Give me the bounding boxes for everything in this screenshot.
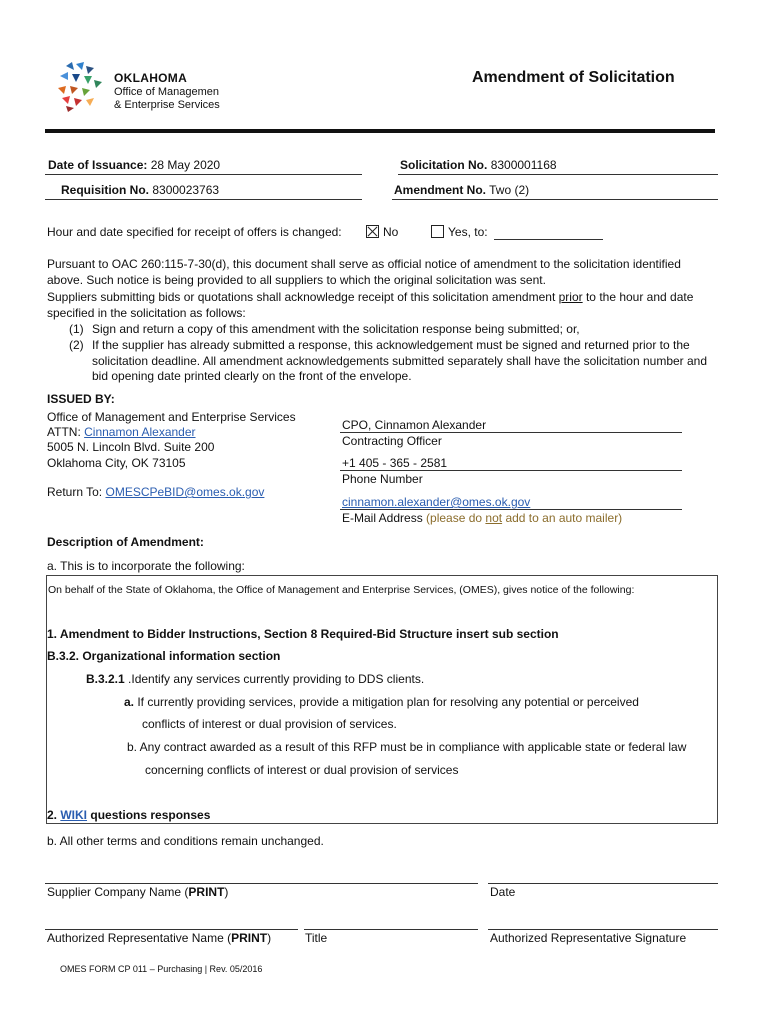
date-label: Date bbox=[490, 885, 516, 899]
subitem-a: a. If currently providing services, provide a mitigation plan for resolving any potential or perceived bbox=[124, 695, 639, 709]
return-email-link[interactable]: OMESCPeBID@omes.ok.gov bbox=[105, 485, 265, 499]
return-to-line: Return To: OMESCPeBID@omes.ok.gov bbox=[47, 485, 265, 499]
oklahoma-star-logo-icon bbox=[56, 62, 106, 112]
item-1-number: (1) bbox=[69, 322, 84, 336]
document-title: Amendment of Solicitation bbox=[472, 69, 675, 86]
logo-title: OKLAHOMA bbox=[114, 71, 188, 85]
issued-by-heading: ISSUED BY: bbox=[47, 392, 115, 406]
subitem-b-cont: concerning conflicts of interest or dual provision of services bbox=[145, 763, 459, 777]
logo-subtitle-2: & Enterprise Services bbox=[114, 99, 220, 111]
title-divider bbox=[45, 129, 715, 133]
contact-email-link[interactable]: cinnamon.alexander@omes.ok.gov bbox=[342, 495, 531, 509]
subitem-a-cont: conflicts of interest or dual provision of services. bbox=[142, 717, 397, 731]
logo-subtitle-1: Office of Managemen bbox=[114, 86, 219, 98]
checked-box-icon[interactable] bbox=[366, 225, 379, 238]
description-heading: Description of Amendment: bbox=[47, 535, 204, 549]
rep-name-label: Authorized Representative Name (PRINT) bbox=[47, 931, 272, 945]
section-b32: B.3.2. Organizational information section bbox=[47, 649, 281, 663]
signature-label: Authorized Representative Signature bbox=[490, 931, 687, 945]
incorporate-line: a. This is to incorporate the following: bbox=[47, 559, 245, 573]
no-checkbox-option[interactable]: No bbox=[366, 225, 398, 239]
empty-box-icon[interactable] bbox=[431, 225, 444, 238]
form-footer: OMES FORM CP 011 – Purchasing | Rev. 05/2016 bbox=[60, 964, 263, 974]
box-intro: On behalf of the State of Oklahoma, the Office of Management and Enterprise Services, (OMES), gives notice of the following: bbox=[48, 584, 635, 596]
date-of-issuance: Date of Issuance: 28 May 2020 bbox=[48, 158, 221, 172]
amendment-item-1: 1. Amendment to Bidder Instructions, Section 8 Required-Bid Structure insert sub section bbox=[47, 627, 559, 641]
yes-checkbox-option[interactable]: Yes, to: bbox=[431, 225, 488, 239]
address-line-2: Oklahoma City, OK 73105 bbox=[47, 456, 186, 470]
item-2-number: (2) bbox=[69, 338, 84, 352]
offers-changed-text: Hour and date specified for receipt of offers is changed: bbox=[47, 225, 342, 239]
acknowledge-paragraph: Suppliers submitting bids or quotations shall acknowledge receipt of this solicitation amendment prior to the hour and date specified in the solicitation as follows: bbox=[47, 290, 694, 320]
item-2-text: If the supplier has already submitted a response, this acknowledgement must be signed and returned prior to the solicitation deadline. All amendment acknowledgements submitted separately shall have the solicitation number and bid opening date printed clearly on the front of the envelope. bbox=[92, 338, 708, 383]
contact-phone: +1 405 - 365 - 2581 bbox=[342, 456, 448, 470]
supplier-company-label: Supplier Company Name (PRINT) bbox=[47, 885, 229, 899]
section-b321: B.3.2.1 .Identify any services currently providing to DDS clients. bbox=[86, 672, 425, 686]
omes-logo bbox=[56, 62, 236, 112]
amendment-number: Amendment No. Two (2) bbox=[394, 183, 530, 197]
issuer-org: Office of Management and Enterprise Services bbox=[47, 410, 296, 424]
title-label: Title bbox=[305, 931, 328, 945]
subitem-b: b. Any contract awarded as a result of this RFP must be in compliance with applicable state or federal law bbox=[127, 740, 687, 754]
contact-name: CPO, Cinnamon Alexander bbox=[342, 418, 487, 432]
attn-line: ATTN: Cinnamon Alexander bbox=[47, 425, 196, 439]
contact-title: Contracting Officer bbox=[342, 434, 442, 448]
attn-name-link[interactable]: Cinnamon Alexander bbox=[84, 425, 196, 439]
wiki-link[interactable]: WIKI bbox=[60, 808, 88, 822]
solicitation-number: Solicitation No. 8300001168 bbox=[400, 158, 557, 172]
notice-paragraph: Pursuant to OAC 260:115-7-30(d), this document shall serve as official notice of amendment to the solicitation identified above. Such notice is being provided to all suppliers to which the original solicitation was sent. bbox=[47, 257, 681, 287]
terms-unchanged: b. All other terms and conditions remain unchanged. bbox=[47, 834, 324, 848]
item-1-text: Sign and return a copy of this amendment with the solicitation response being submitted; or, bbox=[92, 322, 580, 336]
requisition-number: Requisition No. 8300023763 bbox=[61, 183, 220, 197]
phone-label: Phone Number bbox=[342, 472, 423, 486]
address-line-1: 5005 N. Lincoln Blvd. Suite 200 bbox=[47, 440, 215, 454]
amendment-item-2: 2. WIKI questions responses bbox=[47, 808, 211, 822]
email-label-line: E-Mail Address (please do not add to an auto mailer) bbox=[342, 511, 623, 525]
